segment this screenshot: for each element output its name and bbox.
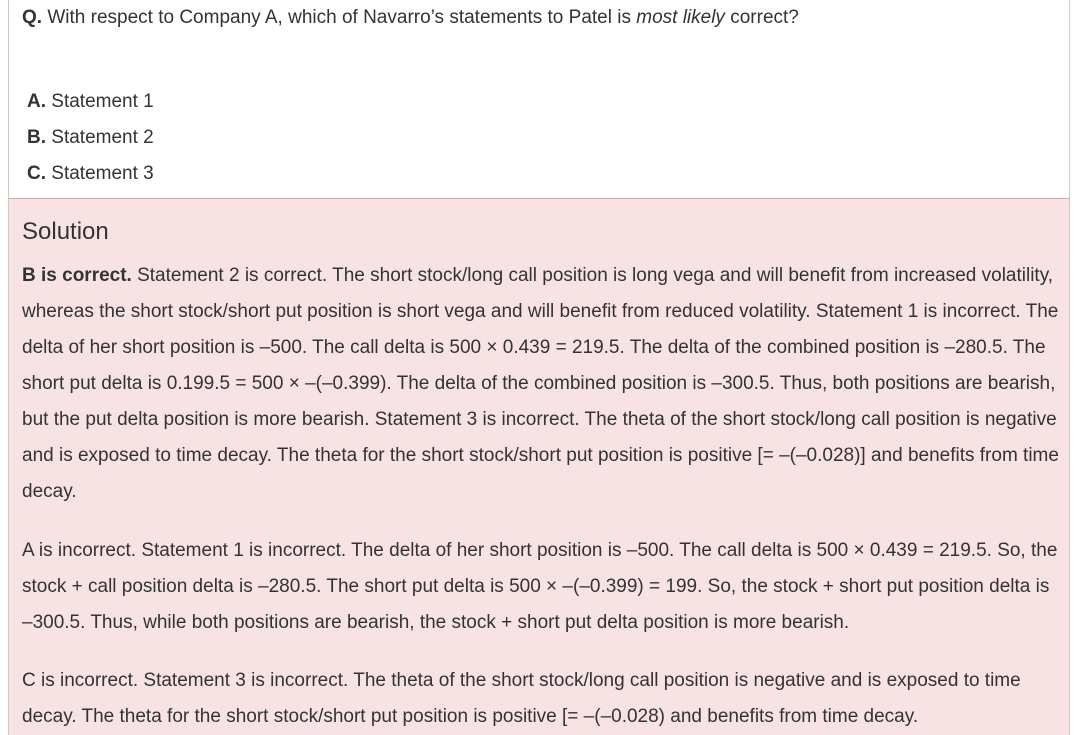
question-label: Q.	[22, 7, 43, 28]
solution-paragraph-correct	[22, 258, 1062, 510]
solution-paragraph-a: A is incorrect. Statement 1 is incorrect. The delta of her short position is –500. The call delta is 500 × 0.439 = 219.5. So, the stock + call position delta is –280.5. The short put delta is 500 × –(–0.399) = 199. So, the stock + short put position delta is –300.5. Thus, while both positions are bearish, the stock + short put delta position is more bearish.	[22, 540, 1058, 633]
correct-answer-label: B is correct.	[22, 265, 132, 286]
question-text-before: With respect to Company A, which of Navarro’s statements to Patel is	[42, 7, 637, 28]
option-text: Statement 3	[46, 163, 154, 184]
question-section	[9, 0, 1069, 199]
option-label: A.	[27, 91, 46, 112]
option-text: Statement 2	[46, 127, 154, 148]
option-label: C.	[27, 163, 46, 184]
answer-options	[27, 84, 154, 192]
question-text	[22, 7, 799, 29]
option-b[interactable]	[27, 120, 154, 156]
question-text-after: correct?	[724, 7, 799, 28]
option-c[interactable]	[27, 156, 154, 192]
option-text: Statement 1	[46, 91, 154, 112]
option-a[interactable]	[27, 84, 154, 120]
question-emphasis: most likely	[636, 7, 725, 28]
option-label: B.	[27, 127, 46, 148]
correct-answer-explanation: Statement 2 is correct. The short stock/long call position is long vega and will benefit from increased volatility, whereas the short stock/short put position is short vega and will benefit from reduced volatility. Statement 1 is incorrect. The delta of her short position is –500. The call delta is 500 × 0.439 = 219.5. The delta of the combined position is –280.5. The short put delta is 0.199.5 = 500 × –(–0.399). The delta of the combined position is –300.5. Thus, both positions are bearish, but the put delta position is more bearish. Statement 3 is incorrect. The theta of the short stock/long call position is negative and is exposed to time decay. The theta for the short stock/short put position is positive [= –(–0.028)] and benefits from time decay.	[22, 265, 1059, 502]
solution-title: Solution	[22, 218, 109, 245]
solution-section	[9, 199, 1069, 735]
question-card	[8, 0, 1070, 735]
solution-paragraph-c: C is incorrect. Statement 3 is incorrect. The theta of the short stock/long call position is negative and is exposed to time decay. The theta for the short stock/short put position is positive [= –(–0.028) and benefits from time decay.	[22, 670, 1021, 727]
